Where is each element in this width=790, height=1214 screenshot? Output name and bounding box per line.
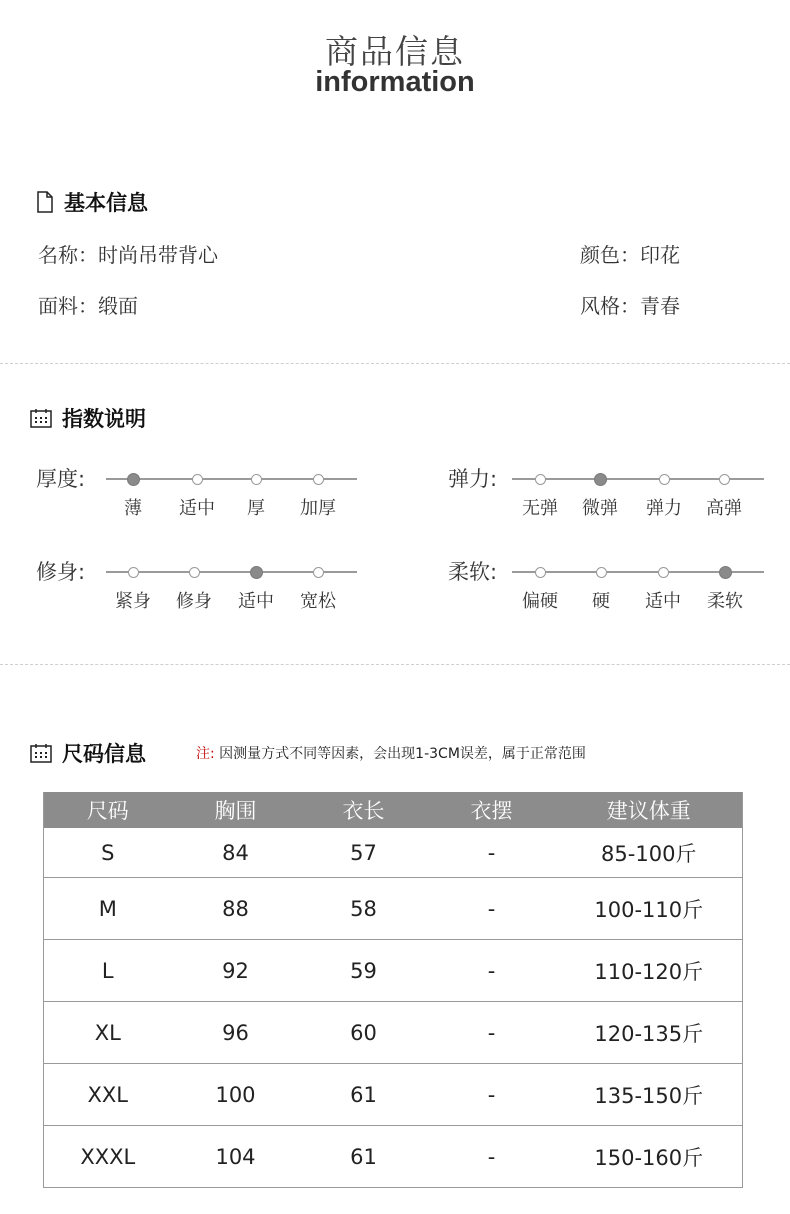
section-divider	[0, 664, 790, 665]
table-cell: 61	[300, 1064, 428, 1126]
table-cell: XL	[44, 1002, 172, 1064]
table-cell: M	[44, 878, 172, 940]
column-header: 尺码	[44, 792, 172, 828]
scale-option-label: 适中	[645, 591, 681, 612]
note-text: 因测量方式不同等因素，会出现1-3CM误差，属于正常范围	[219, 746, 586, 762]
calendar-icon	[30, 743, 52, 763]
scale-dot	[658, 567, 669, 578]
basic-row-color: 颜色：印花	[580, 243, 680, 267]
table-cell: 135-150斤	[556, 1064, 743, 1126]
table-cell: 150-160斤	[556, 1126, 743, 1188]
page-title-cn: 商品信息	[325, 32, 465, 71]
scale-option-label: 紧身	[115, 591, 151, 612]
scale-dot	[659, 474, 670, 485]
table-row	[44, 940, 743, 1002]
scale-option-label: 无弹	[522, 498, 558, 519]
size-table-header	[44, 792, 743, 828]
scale-label: 弹力:	[448, 467, 498, 491]
basic-info-heading-text: 基本信息	[64, 191, 148, 215]
table-cell: 58	[300, 878, 428, 940]
table-cell: 100-110斤	[556, 878, 743, 940]
scale-dot-selected	[250, 566, 263, 579]
table-cell: 85-100斤	[556, 828, 743, 878]
scale-label: 厚度:	[36, 467, 86, 491]
table-row	[44, 828, 743, 878]
table-cell: 84	[172, 828, 300, 878]
table-cell: -	[428, 878, 556, 940]
table-cell: 92	[172, 940, 300, 1002]
document-icon	[36, 191, 54, 213]
scale-option-label: 宽松	[300, 591, 336, 612]
scale-dot-selected	[127, 473, 140, 486]
table-row	[44, 878, 743, 940]
scale-dot	[719, 474, 730, 485]
measurement-note	[196, 743, 586, 763]
table-cell: -	[428, 1126, 556, 1188]
calendar-icon	[30, 408, 52, 428]
table-cell: -	[428, 1002, 556, 1064]
table-cell: 61	[300, 1126, 428, 1188]
scale-dot	[313, 567, 324, 578]
table-cell: 96	[172, 1002, 300, 1064]
table-cell: 104	[172, 1126, 300, 1188]
table-cell: 110-120斤	[556, 940, 743, 1002]
scale-dot	[535, 567, 546, 578]
scale-option-label: 适中	[179, 498, 215, 519]
scale-label: 修身:	[36, 560, 86, 584]
table-cell: -	[428, 940, 556, 1002]
basic-row-style: 风格：青春	[580, 294, 680, 318]
table-cell: -	[428, 1064, 556, 1126]
table-cell: -	[428, 828, 556, 878]
basic-row-name: 名称：时尚吊带背心	[38, 243, 218, 267]
scale-option-label: 加厚	[300, 498, 336, 519]
table-cell: 88	[172, 878, 300, 940]
page-title-en: information	[315, 66, 475, 98]
size-table	[43, 792, 743, 1188]
scale-dot	[251, 474, 262, 485]
scale-option-label: 硬	[592, 591, 610, 612]
scale-option-label: 柔软	[707, 591, 743, 612]
basic-row-fabric: 面料：缎面	[38, 294, 138, 318]
column-header: 衣摆	[428, 792, 556, 828]
note-prefix: 注:	[196, 746, 215, 762]
scale-option-label: 弹力	[646, 498, 682, 519]
size-heading	[30, 738, 146, 768]
scale-option-label: 高弹	[706, 498, 742, 519]
scale-dot	[596, 567, 607, 578]
scale-option-label: 偏硬	[522, 591, 558, 612]
scale-dot-selected	[719, 566, 732, 579]
table-cell: XXL	[44, 1064, 172, 1126]
column-header: 胸围	[172, 792, 300, 828]
scale-label: 柔软:	[448, 560, 498, 584]
column-header: 衣长	[300, 792, 428, 828]
table-cell: XXXL	[44, 1126, 172, 1188]
scale-dot	[189, 567, 200, 578]
table-cell: 59	[300, 940, 428, 1002]
scale-dot	[128, 567, 139, 578]
scale-option-label: 适中	[238, 591, 274, 612]
index-heading-text: 指数说明	[62, 407, 146, 431]
scale-option-label: 薄	[124, 498, 142, 519]
scale-option-label: 修身	[176, 591, 212, 612]
table-cell: S	[44, 828, 172, 878]
table-cell: 57	[300, 828, 428, 878]
scale-dot-selected	[594, 473, 607, 486]
table-row	[44, 1126, 743, 1188]
table-row	[44, 1064, 743, 1126]
column-header: 建议体重	[556, 792, 743, 828]
index-heading	[30, 403, 146, 433]
scale-dot	[313, 474, 324, 485]
scale-dot	[535, 474, 546, 485]
scale-option-label: 微弹	[582, 498, 618, 519]
table-row	[44, 1002, 743, 1064]
table-cell: L	[44, 940, 172, 1002]
table-cell: 60	[300, 1002, 428, 1064]
scale-option-label: 厚	[247, 498, 265, 519]
size-heading-text: 尺码信息	[62, 742, 146, 766]
section-divider	[0, 363, 790, 364]
scale-dot	[192, 474, 203, 485]
basic-info-heading	[36, 187, 148, 217]
table-cell: 120-135斤	[556, 1002, 743, 1064]
table-cell: 100	[172, 1064, 300, 1126]
